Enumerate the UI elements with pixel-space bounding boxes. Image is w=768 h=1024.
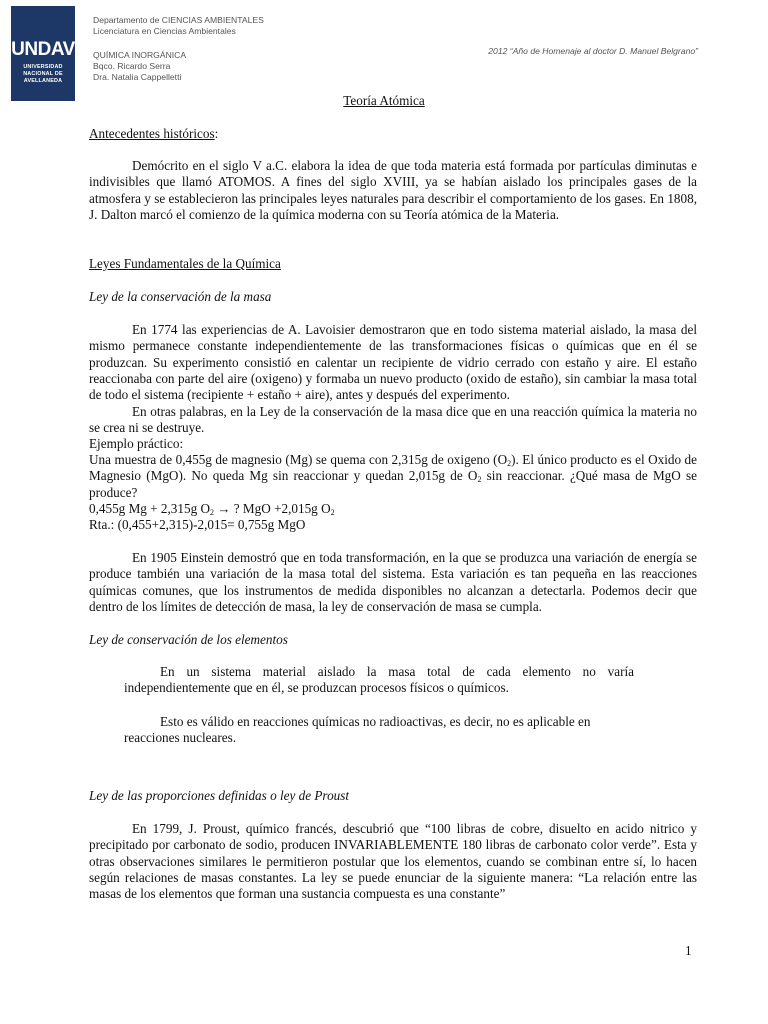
header-teacher-2: Dra. Natalia Cappelletti (93, 72, 182, 82)
example-text: ). El único producto es el Oxido de Magnesio (MgO). No queda Mg sin reaccionar y quedan 2,015g de O (89, 452, 697, 484)
subsection-heading-conservacion-masa: Ley de la conservación de la masa (89, 289, 272, 304)
paragraph-antecedentes: Demócrito en el siglo V a.C. elabora la idea de que toda materia está formada por partículas diminutas e indivisibles que llamó ATOMOS. A fines del siglo XVIII, ya se habían aislado los principales gases de la atmosfera y se establecieron las principales leyes naturales para describir el comportamiento de los gases. En 1808, J. Dalton marcó el comienzo de la química moderna con su Teoría atómica de la Materia. (89, 158, 697, 222)
paragraph-lavoisier: En 1774 las experiencias de A. Lavoisier demostraron que en todo sistema material aislado, la masa del mismo permanece constante independientemente de las transformaciones físicas o químicas que en él se produzcan. Su experimento consistió en calentar un recipiente de vidrio cerrado con estaño y aire. El estaño reaccionaba con parte del aire (oxigeno) y formaba un nuevo producto (oxido de estaño), sin cambiar la masa total de todo el sistema (recipiente + estaño + aire), antes y después del experimento. (89, 322, 697, 403)
heading-colon: : (214, 126, 219, 141)
example-answer: Rta.: (0,455+2,315)-2,015= 0,755g MgO (89, 517, 306, 532)
paragraph-proust: En 1799, J. Proust, químico francés, descubrió que “100 libras de cobre, disuelto en acido nitrico y precipitado por carbonato de sodio, producen INVARIABLEMENTE 180 libras de carbonato color verde”. Esta y otras observaciones similares le permitieron postular que los elementos, cuando se combinan entre sí, lo hacen según relaciones de masas constantes. La ley se puede enunciar de la siguiente manera: “La relación entre las masas de los elementos que forman una sustancia compuesta es una constante” (89, 821, 697, 902)
subscript: 2 (507, 459, 512, 468)
header-department: Departamento de CIENCIAS AMBIENTALES (93, 15, 264, 25)
section-heading-leyes: Leyes Fundamentales de la Química (89, 256, 281, 271)
paragraph-otras-palabras: En otras palabras, en la Ley de la conservación de la masa dice que en una reacción química la materia no se crea ni se destruye. (89, 404, 697, 436)
example-problem (89, 452, 697, 501)
example-text: sin reaccionar. ¿Qué masa de MgO se produce? (89, 468, 697, 500)
paragraph-einstein: En 1905 Einstein demostró que en toda transformación, en la que se produzca una variación de energía se produce también una variación de la masa total del sistema. Esta variación es tan pequeña en las reacciones químicas comunes, que los instrumentos de medida disponibles no alcanzan a detectarla. Podemos decir que dentro de los límites de detección de masa, la ley de conservación de masa se cumpla. (89, 550, 697, 614)
section-heading-antecedentes (89, 126, 697, 142)
header-department-block (93, 15, 264, 37)
heading-text: Antecedentes históricos (89, 126, 215, 141)
subscript: 2 (477, 475, 482, 485)
header-motto: 2012 “Año de Homenaje al doctor D. Manuel Belgrano” (488, 46, 698, 56)
page-number: 1 (685, 943, 692, 958)
example-text: Una muestra de 0,455g de magnesio (Mg) se quema con 2,315g de oxigeno (O (89, 452, 508, 467)
header-degree: Licenciatura en Ciencias Ambientales (93, 26, 236, 36)
example-equation (89, 501, 697, 517)
equation-text: 0,455g Mg + 2,315g O (89, 501, 210, 516)
logo-line: AVELLANEDA (23, 78, 63, 84)
example-label: Ejemplo práctico: (89, 436, 184, 451)
header-course-block (93, 50, 186, 83)
logo-mark: UNDAV (11, 39, 75, 60)
header-teacher-1: Bqco. Ricardo Serra (93, 61, 171, 71)
logo-subtitle (23, 64, 63, 85)
logo-line: NACIONAL DE (23, 71, 63, 77)
logo-line: UNIVERSIDAD (23, 64, 63, 70)
subscript: 2 (210, 508, 214, 517)
undav-logo (11, 6, 75, 101)
page-title: Teoría Atómica (343, 93, 425, 108)
paragraph-radioactivas: Esto es válido en reacciones químicas no radioactivas, es decir, no es aplicable en reacciones nucleares. (124, 714, 591, 746)
subsection-heading-proust: Ley de las proporciones definidas o ley de Proust (89, 788, 350, 803)
subsection-heading-conservacion-elementos: Ley de conservación de los elementos (89, 632, 288, 647)
equation-text: → ? MgO +2,015g O (214, 501, 331, 516)
header-course: QUÍMICA INORGÁNICA (93, 50, 187, 60)
paragraph-elementos: En un sistema material aislado la masa total de cada elemento no varía independientemente que en él, se produzcan procesos físicos o químicos. (124, 664, 634, 696)
subscript: 2 (330, 508, 335, 517)
